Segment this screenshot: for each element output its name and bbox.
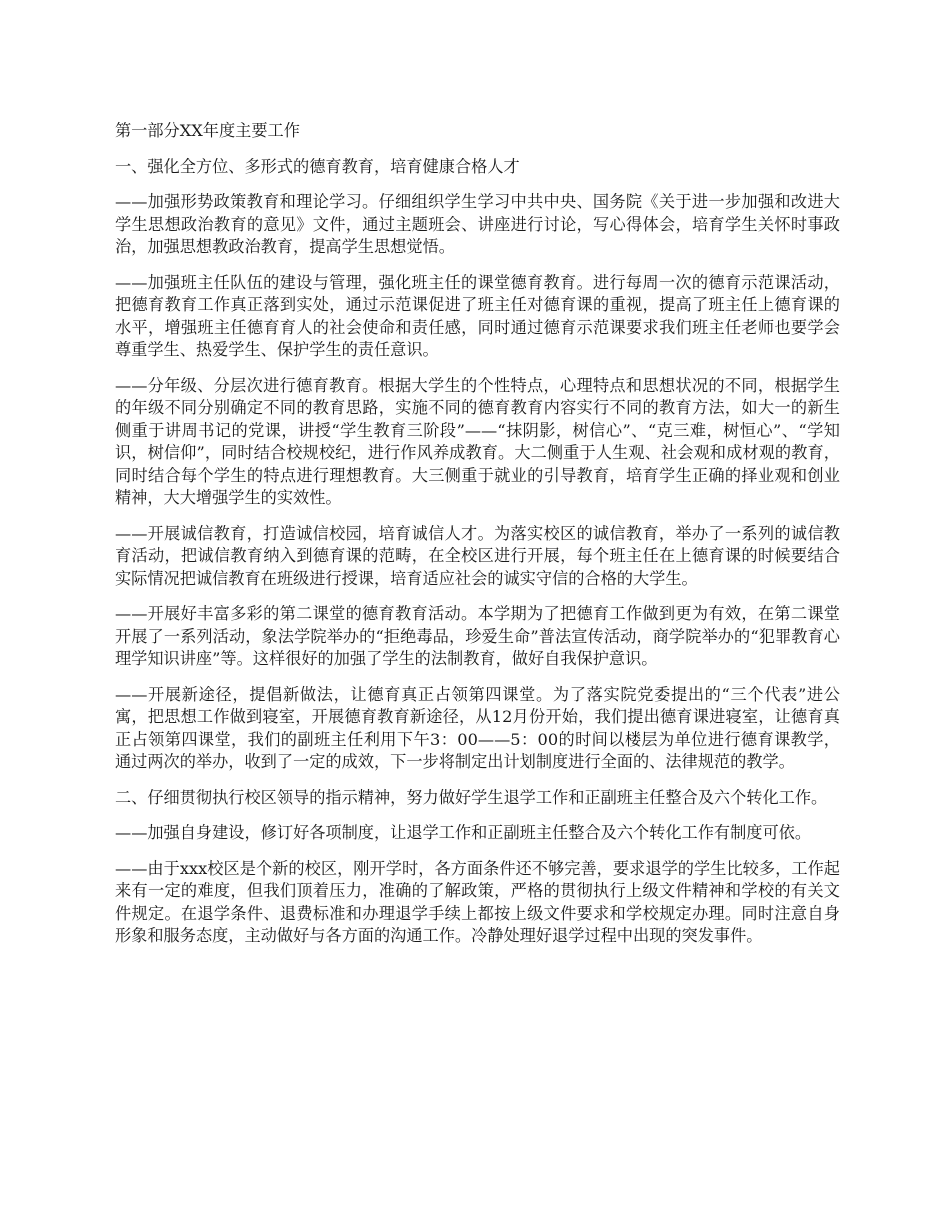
document-body bbox=[115, 120, 840, 961]
subsection-heading: 二、仔细贯彻执行校区领导的指示精神，努力做好学生退学工作和正副班主任整合及六个转化工作。 bbox=[115, 787, 828, 807]
body-paragraph: ——开展好丰富多彩的第二课堂的德育教育活动。本学期为了把德育工作做到更为有效，在第二课堂开展了一系列活动，象法学院举办的“拒绝毒品，珍爱生命”普法宣传活动，商学院举办的“犯罪教育心理学知识讲座”等。这样很好的加强了学生的法制教育，做好自我保护意识。 bbox=[115, 604, 840, 668]
body-paragraph: ——分年级、分层次进行德育教育。根据大学生的个性特点，心理特点和思想状况的不同，根据学生的年级不同分别确定不同的教育思路，实施不同的德育教育内容实行不同的教育方法，如大一的新生侧重于讲周书记的党课，讲授“学生教育三阶段”——“抹阴影，树信心”、“克三难，树恒心”、“学知识，树信仰”，同时结合校规校纪，进行作风养成教育。大二侧重于人生观、社会观和成材观的教育，同时结合每个学生的特点进行理想教育。大三侧重于就业的引导教育，培育学生正确的择业观和创业精神，大大增强学生的实效性。 bbox=[115, 375, 840, 507]
subsection-heading: 一、强化全方位、多形式的德育教育，培育健康合格人才 bbox=[115, 156, 520, 176]
body-paragraph: ——加强班主任队伍的建设与管理，强化班主任的课堂德育教育。进行每周一次的德育示范课活动，把德育教育工作真正落到实处，通过示范课促进了班主任对德育课的重视，提高了班主任上德育课的水平，增强班主任德育育人的社会使命和责任感，同时通过德育示范课要求我们班主任老师也要学会尊重学生、热爱学生、保护学生的责任意识。 bbox=[115, 272, 840, 359]
body-paragraph: ——由于xxx校区是个新的校区，刚开学时，各方面条件还不够完善，要求退学的学生比较多，工作起来有一定的难度，但我们顶着压力，准确的了解政策，严格的贯彻执行上级文件精神和学校的有关文件规定。在退学条件、退费标准和办理退学手续上都按上级文件要求和学校规定办理。同时注意自身形象和服务态度，主动做好与各方面的沟通工作。冷静处理好退学过程中出现的突发事件。 bbox=[115, 858, 840, 945]
body-paragraph: ——加强形势政策教育和理论学习。仔细组织学生学习中共中央、国务院《关于进一步加强和改进大学生思想政治教育的意见》文件，通过主题班会、讲座进行讨论，写心得体会，培育学生关怀时事政治，加强思想教政治教育，提高学生思想觉悟。 bbox=[115, 192, 840, 256]
body-paragraph: ——开展新途径，提倡新做法，让德育真正占领第四课堂。为了落实院党委提出的“三个代表”进公寓，把思想工作做到寝室，开展德育教育新途径，从12月份开始，我们提出德育课进寝室，让德育真正占领第四课堂，我们的副班主任利用下午3：00——5：00的时间以楼层为单位进行德育课教学，通过两次的举办，收到了一定的成效，下一步将制定出计划制度进行全面的、法律规范的教学。 bbox=[115, 684, 840, 771]
body-paragraph: ——加强自身建设，修订好各项制度，让退学工作和正副班主任整合及六个转化工作有制度可依。 bbox=[115, 823, 812, 842]
section-heading: 第一部分XX年度主要工作 bbox=[115, 121, 300, 140]
body-paragraph: ——开展诚信教育，打造诚信校园，培育诚信人才。为落实校区的诚信教育，举办了一系列的诚信教育活动，把诚信教育纳入到德育课的范畴，在全校区进行开展，每个班主任在上德育课的时候要结合实际情况把诚信教育在班级进行授课，培育适应社会的诚实守信的合格的大学生。 bbox=[115, 523, 840, 588]
